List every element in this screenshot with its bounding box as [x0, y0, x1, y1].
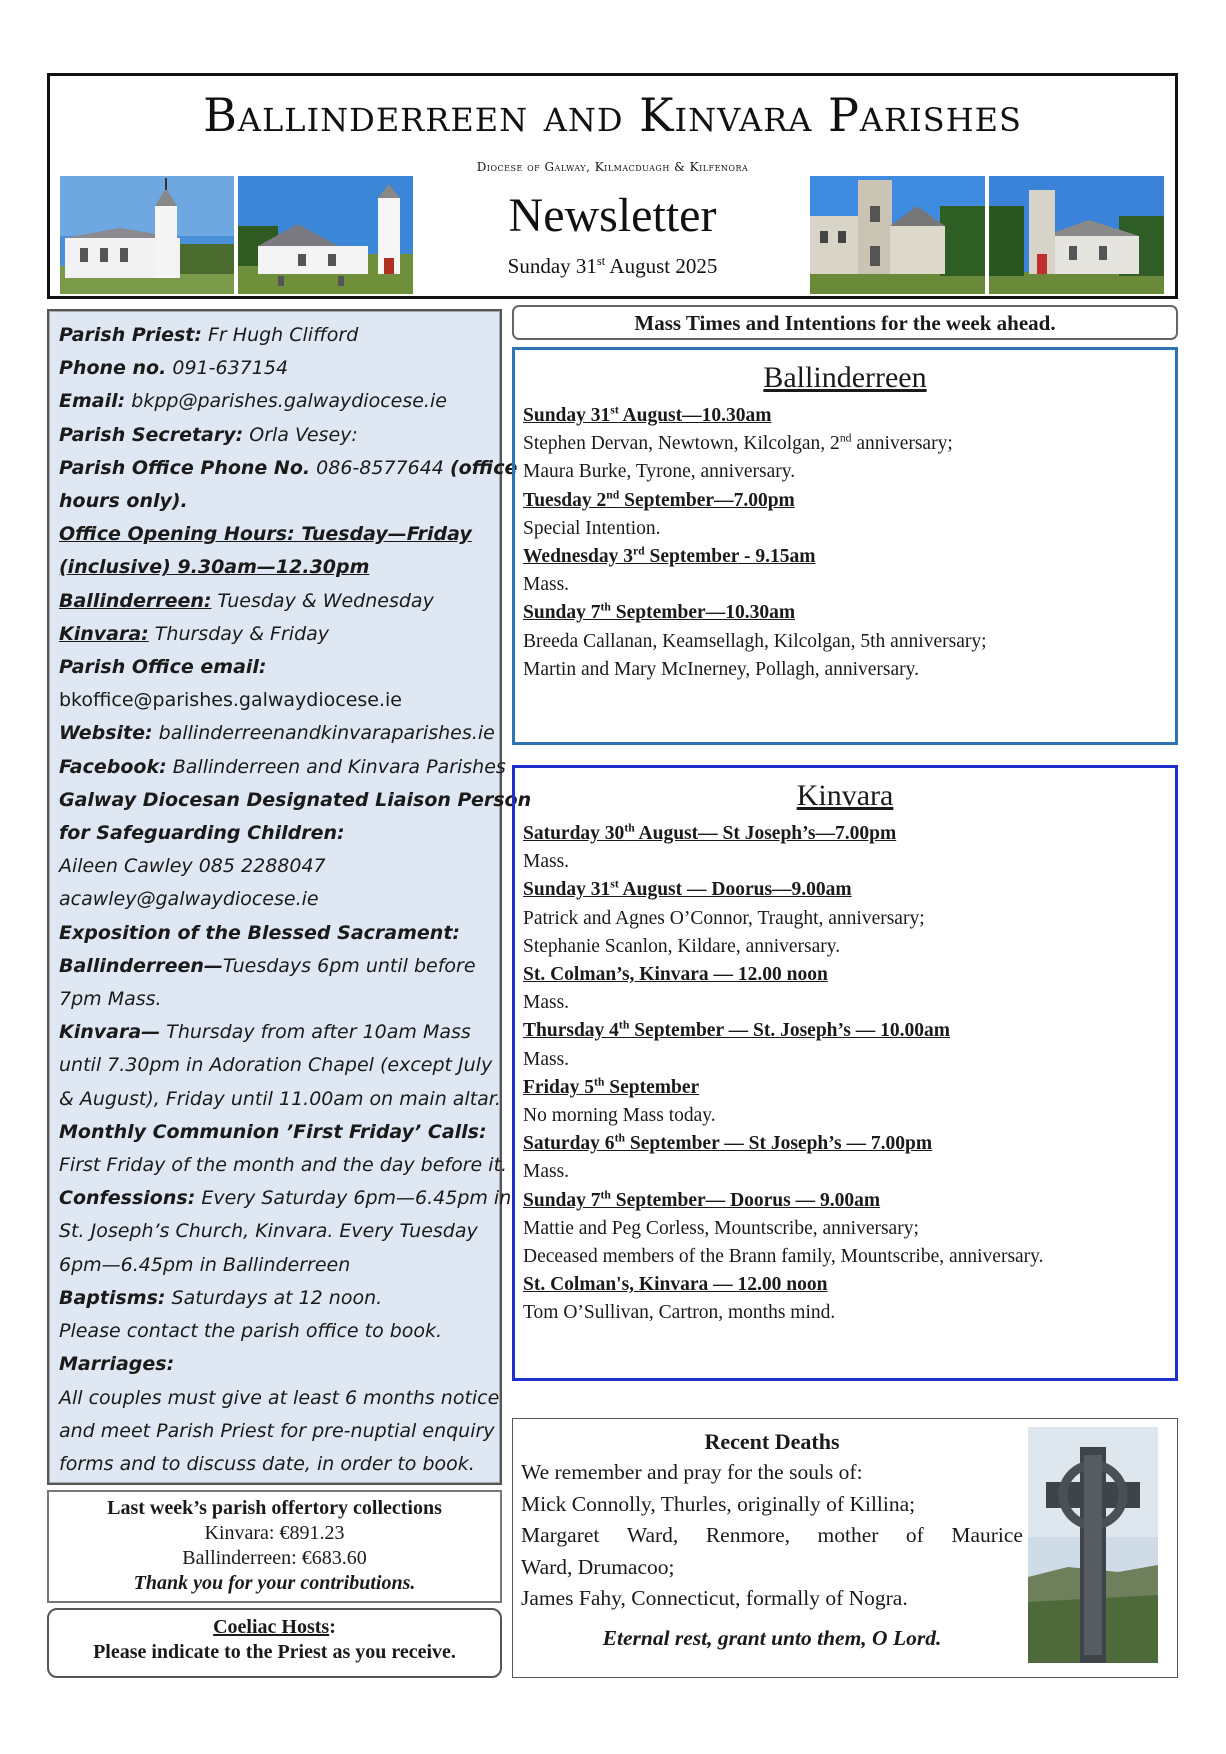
parish-title: Ballinderreen and Kinvara Parishes	[203, 88, 1022, 142]
expo-ballinderreen-line	[59, 950, 490, 983]
death-word: Maurice	[951, 1523, 1023, 1547]
mass-heading	[523, 876, 1167, 904]
expo-ballinderreen-label: Ballinderreen—	[59, 954, 223, 977]
expo-kinvara-cont-1: until 7.30pm in Adoration Chapel (except July	[59, 1054, 493, 1077]
confessions-cont-2: 6pm—6.45pm in Ballinderreen	[59, 1253, 351, 1276]
heading-part: Tuesday 2	[523, 489, 607, 511]
mass-intention: Martin and Mary McInerney, Pollagh, anniversary.	[523, 658, 920, 680]
liaison-heading-1: Galway Diocesan Designated Liaison Person	[59, 788, 532, 811]
marriages-heading: Marriages:	[59, 1353, 175, 1376]
ballinderreen-title: Ballinderreen	[763, 361, 927, 394]
confessions-line	[59, 1182, 512, 1215]
death-entry: James Fahy, Connecticut, formally of Nogra.	[521, 1586, 908, 1610]
heading-sup: st	[610, 877, 619, 891]
confessions-value: Every Saturday 6pm—6.45pm in	[195, 1187, 512, 1210]
mass-intention: Stephanie Scanlon, Kildare, anniversary.	[523, 935, 841, 957]
mass-intention: Mattie and Peg Corless, Mountscribe, anniversary;	[523, 1217, 919, 1239]
liaison-name: Aileen Cawley 085 2288047	[59, 855, 326, 878]
mass-heading: St. Colman's, Kinvara — 12.00 noon	[523, 1274, 828, 1296]
liaison-line-1	[59, 784, 532, 817]
phone-label: Phone no.	[59, 357, 167, 380]
baptisms-value: Saturdays at 12 noon.	[165, 1286, 383, 1309]
offertory-title: Last week’s parish offertory collections	[107, 1497, 442, 1519]
kinvara-mass-box	[512, 765, 1178, 1381]
mass-intention: Mass.	[523, 574, 570, 596]
office-email-label: Parish Office email:	[59, 656, 267, 679]
mass-intention: Maura Burke, Tyrone, anniversary.	[523, 461, 796, 483]
expo-kinvara-line	[59, 1016, 490, 1049]
secretary-value: Orla Vesey:	[243, 423, 358, 446]
mass-heading	[523, 1074, 1167, 1102]
secretary-label: Parish Secretary:	[59, 423, 244, 446]
kinvara-office-line	[59, 618, 490, 651]
communion-heading-line	[59, 1116, 490, 1149]
mass-intention: Patrick and Agnes O’Connor, Traught, anniversary;	[523, 907, 925, 929]
intention-sup: nd	[839, 431, 852, 445]
priest-value: Fr Hugh Clifford	[201, 324, 359, 346]
death-word: Ward,	[626, 1523, 679, 1547]
exposition-heading-line	[59, 917, 490, 950]
deaths-intro: We remember and pray for the souls of:	[521, 1460, 863, 1484]
marriages-heading-line	[59, 1348, 490, 1381]
facebook-value[interactable]: Ballinderreen and Kinvara Parishes	[166, 755, 506, 778]
mass-intention: Deceased members of the Brann family, Mountscribe, anniversary.	[523, 1246, 1044, 1268]
office-phone-line	[59, 452, 518, 485]
secretary-line	[59, 419, 490, 452]
office-phone-cont	[59, 485, 490, 518]
heading-sup: nd	[606, 488, 620, 502]
heading-sup: th	[593, 1075, 605, 1089]
mass-heading	[523, 543, 1167, 571]
heading-sup: th	[614, 1131, 625, 1145]
offertory-kinvara: Kinvara: €891.23	[204, 1522, 345, 1544]
recent-deaths-box	[512, 1418, 1178, 1678]
office-phone-value: 086-8577644	[310, 456, 450, 479]
exposition-heading: Exposition of the Blessed Sacrament:	[59, 921, 460, 944]
mass-heading: St. Colman’s, Kinvara — 12.00 noon	[523, 964, 828, 986]
mass-intention: Tom O’Sullivan, Cartron, months mind.	[523, 1302, 836, 1324]
mass-times-header: Mass Times and Intentions for the week ahead.	[512, 305, 1178, 340]
mass-heading	[523, 599, 1167, 627]
website-label: Website:	[59, 722, 153, 745]
offertory-thanks: Thank you for your contributions.	[133, 1572, 416, 1594]
website-line	[59, 717, 495, 750]
date-prefix: Sunday 31	[507, 254, 597, 278]
newsletter-header	[47, 73, 1178, 299]
expo-ballinderreen-value: Tuesdays 6pm until before	[222, 954, 476, 977]
ballinderreen-label: Ballinderreen:	[59, 589, 212, 612]
mass-intention: Mass.	[523, 1048, 570, 1070]
death-word: of	[905, 1523, 924, 1547]
heading-part: Sunday 7	[523, 602, 601, 624]
facebook-line	[59, 751, 506, 784]
website-value[interactable]: ballinderreenandkinvaraparishes.ie	[152, 722, 495, 745]
heading-part: Saturday 6	[523, 1133, 615, 1155]
death-word: Margaret	[521, 1523, 600, 1547]
church-photo-2	[238, 176, 413, 294]
heading-sup: th	[624, 821, 635, 835]
opening-hours-1: Office Opening Hours: Tuesday—Friday	[59, 523, 472, 546]
deaths-closing-prayer: Eternal rest, grant unto them, O Lord.	[602, 1625, 942, 1650]
death-entry	[521, 1520, 1023, 1552]
death-entry-cont: Ward, Drumacoo;	[521, 1554, 675, 1579]
coeliac-colon: :	[329, 1616, 336, 1638]
newsletter-heading: Newsletter	[508, 189, 717, 242]
offertory-ballinderreen: Ballinderreen: €683.60	[182, 1547, 367, 1569]
phone-value: 091-637154	[166, 357, 289, 380]
mass-intention: Special Intention.	[523, 517, 661, 539]
liaison-heading-2: for Safeguarding Children:	[59, 822, 345, 845]
coeliac-title: Coeliac Hosts	[213, 1616, 330, 1638]
date-suffix: August 2025	[605, 254, 718, 278]
church-photo-3	[810, 176, 985, 294]
heading-part: September— Doorus — 9.00am	[610, 1189, 881, 1211]
heading-part: Wednesday 3	[523, 546, 633, 568]
heading-part: Friday 5	[523, 1076, 594, 1098]
ballinderreen-office-line	[59, 585, 490, 618]
mass-intention	[523, 430, 1167, 458]
heading-part: Thursday 4	[523, 1020, 619, 1042]
mass-heading	[523, 1017, 1167, 1045]
heading-part: September — St. Joseph’s — 10.00am	[629, 1020, 950, 1042]
heading-sup: th	[600, 600, 611, 614]
intention-part: Stephen Dervan, Newtown, Kilcolgan, 2	[523, 433, 840, 455]
email-value[interactable]: bkpp@parishes.galwaydiocese.ie	[125, 390, 447, 413]
ballinderreen-mass-box	[512, 347, 1178, 745]
death-entry: Mick Connolly, Thurles, originally of Killina;	[521, 1491, 916, 1516]
heading-sup: th	[618, 1018, 630, 1032]
date-sup: st	[596, 254, 606, 268]
mass-intention: Mass.	[523, 851, 570, 873]
coeliac-text: Please indicate to the Priest as you receive.	[93, 1641, 456, 1663]
mass-heading	[523, 1187, 1167, 1215]
celtic-cross-photo	[1028, 1427, 1158, 1663]
phone-line	[59, 352, 490, 385]
baptisms-label: Baptisms:	[59, 1286, 166, 1309]
kinvara-title: Kinvara	[796, 779, 894, 812]
expo-kinvara-cont-2: & August), Friday until 11.00am on main altar.	[59, 1087, 501, 1110]
office-phone-label: Parish Office Phone No.	[59, 456, 311, 479]
baptisms-line	[59, 1282, 490, 1315]
ballinderreen-days: Tuesday & Wednesday	[211, 589, 434, 612]
email-label: Email:	[59, 390, 126, 413]
heading-part: September - 9.15am	[644, 546, 816, 568]
church-photo-4	[989, 176, 1164, 294]
church-photo-1	[60, 176, 234, 294]
heading-sup: st	[610, 403, 619, 417]
parish-info-sidebar	[47, 309, 532, 1485]
opening-hours-line-2	[59, 551, 490, 584]
liaison-line-2	[59, 817, 490, 850]
mass-heading	[523, 487, 1167, 515]
offertory-box	[47, 1490, 502, 1603]
mass-intention: Breeda Callanan, Keamsellagh, Kilcolgan, 5th anniversary;	[523, 630, 987, 652]
mass-heading	[523, 1130, 1167, 1158]
marriages-line-1: All couples must give at least 6 months notice	[59, 1386, 500, 1409]
heading-part: August — Doorus—9.00am	[618, 879, 852, 901]
office-email-value[interactable]: bkoffice@parishes.galwaydiocese.ie	[59, 689, 402, 712]
kinvara-label: Kinvara:	[59, 622, 149, 645]
heading-sup: rd	[632, 544, 645, 558]
mass-intention: Mass.	[523, 1161, 570, 1183]
communion-heading: Monthly Communion ’First Friday’ Calls:	[59, 1120, 487, 1143]
heading-part: Sunday 31	[523, 879, 611, 901]
office-email-line	[59, 684, 490, 717]
office-phone-note-cont: hours only).	[59, 490, 188, 513]
heading-part: Sunday 7	[523, 1189, 601, 1211]
mass-intention: Mass.	[523, 992, 570, 1014]
opening-hours-2: (inclusive) 9.30am—12.30pm	[59, 556, 370, 579]
baptisms-cont: Please contact the parish office to book.	[59, 1320, 443, 1343]
heading-sup: th	[600, 1188, 611, 1202]
expo-kinvara-value: Thursday from after 10am Mass	[160, 1021, 471, 1044]
recent-deaths-title: Recent Deaths	[704, 1429, 840, 1454]
priest-label: Parish Priest:	[59, 324, 202, 346]
liaison-email[interactable]: acawley@galwaydiocese.ie	[59, 888, 319, 911]
heading-part: Saturday 30	[523, 823, 625, 844]
heading-part: Sunday 31	[523, 405, 611, 426]
expo-kinvara-label: Kinvara—	[59, 1021, 161, 1044]
facebook-label: Facebook:	[59, 755, 167, 778]
opening-hours-line	[59, 518, 490, 551]
confessions-cont-1: St. Joseph’s Church, Kinvara. Every Tuesday	[59, 1220, 478, 1243]
intention-part: anniversary;	[851, 433, 953, 455]
marriages-line-3: forms and to discuss date, in order to book.	[59, 1452, 475, 1475]
kinvara-days: Thursday & Friday	[148, 622, 330, 645]
heading-part: August— St Joseph’s—7.00pm	[634, 823, 897, 844]
expo-ballinderreen-cont: 7pm Mass.	[59, 988, 162, 1011]
heading-part: September	[604, 1076, 700, 1098]
priest-line	[59, 319, 490, 352]
mass-intention: No morning Mass today.	[523, 1105, 716, 1127]
heading-part: September—10.30am	[610, 602, 796, 624]
communion-value: First Friday of the month and the day before it.	[59, 1154, 508, 1177]
coeliac-box	[47, 1608, 502, 1678]
death-word: mother	[817, 1523, 879, 1547]
office-phone-note: (office	[449, 456, 518, 479]
office-email-label-line	[59, 651, 490, 684]
mass-heading	[523, 820, 1167, 848]
mass-heading	[523, 402, 1167, 430]
coeliac-heading	[49, 1615, 500, 1640]
email-line	[59, 385, 490, 418]
confessions-label: Confessions:	[59, 1187, 196, 1210]
heading-part: September — St Joseph’s — 7.00pm	[624, 1133, 933, 1155]
death-word: Renmore,	[705, 1523, 790, 1547]
marriages-line-2: and meet Parish Priest for pre-nuptial enquiry	[59, 1419, 495, 1442]
heading-part: September—7.00pm	[619, 489, 795, 511]
heading-part: August—10.30am	[618, 405, 772, 426]
diocese-subtitle: Diocese of Galway, Kilmacduagh & Kilfenora	[476, 160, 749, 174]
